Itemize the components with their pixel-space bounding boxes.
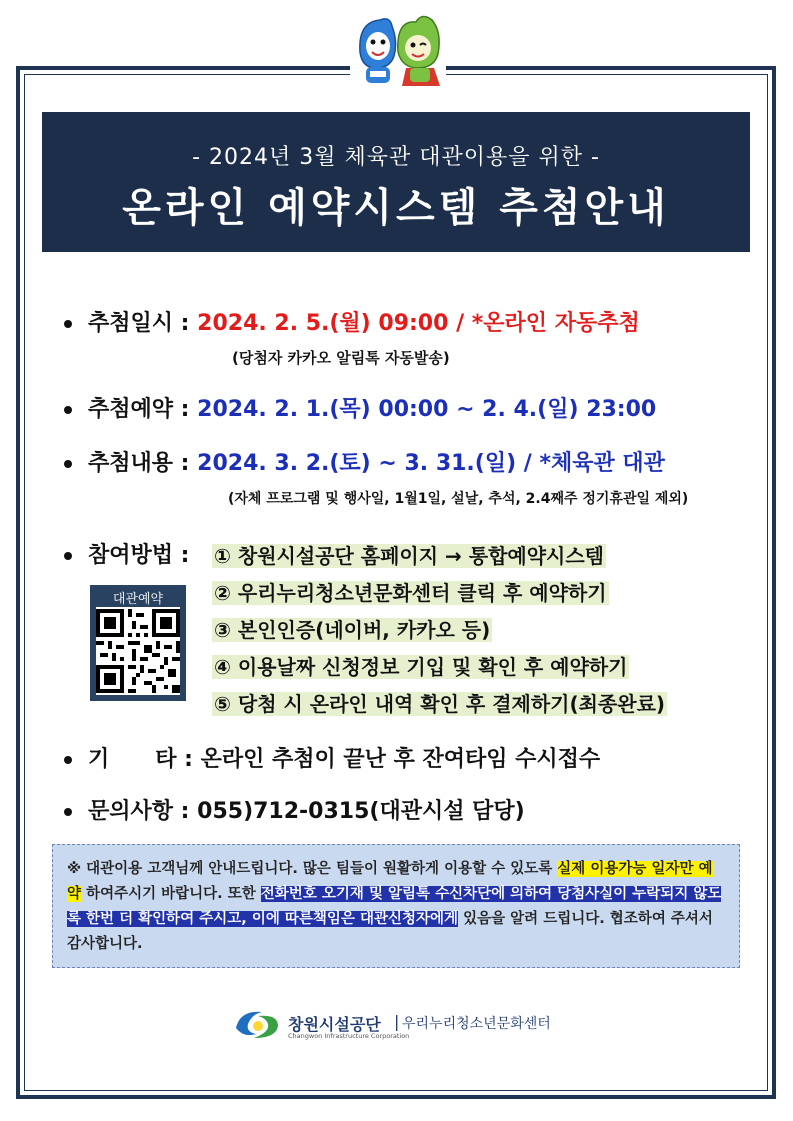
content-label: 추첨내용 : bbox=[88, 451, 190, 476]
content-row bbox=[64, 446, 665, 477]
banner-subtitle: - 2024년 3월 체육관 대관이용을 위한 - bbox=[192, 145, 600, 170]
method-step-4: ④ 이용날짜 신청정보 기입 및 확인 후 예약하기 bbox=[214, 655, 628, 679]
notice-box bbox=[52, 844, 740, 968]
footer-org-name: 창원시설공단 bbox=[288, 1015, 381, 1034]
qr-code-panel[interactable] bbox=[90, 585, 186, 701]
mascot-illustration bbox=[350, 12, 446, 90]
method-step-3: ③ 본인인증(네이버, 카카오 등) bbox=[214, 618, 491, 642]
notice-highlight-2: 전화번호 오기재 및 알림톡 수신차단에 의하여 당첨사실이 누락되지 않도록 한번 더 확인하여 주시고, 이에 따른책임은 대관신청자에게 bbox=[67, 886, 722, 927]
method-row bbox=[64, 538, 189, 569]
method-label: 참여방법 : bbox=[88, 543, 190, 568]
etc-label: 기 타 : bbox=[88, 747, 193, 772]
footer-logo bbox=[232, 1002, 572, 1048]
content-value: 2024. 3. 2.(토) ~ 3. 31.(일) / *체육관 대관 bbox=[197, 451, 665, 476]
bullet-icon bbox=[64, 808, 72, 816]
draw-date-label: 추첨일시 : bbox=[88, 311, 190, 336]
footer-center-name: 우리누리청소년문화센터 bbox=[402, 1016, 551, 1032]
qr-code-icon[interactable] bbox=[96, 607, 180, 695]
corporation-logo-icon bbox=[232, 1006, 282, 1042]
bullet-icon bbox=[64, 756, 72, 764]
footer-separator: | bbox=[394, 1012, 400, 1031]
notice-text-3: 있음을 알려 드립니다. 협조하여 주셔서 감사합니다. bbox=[67, 911, 713, 952]
etc-row bbox=[64, 742, 600, 773]
method-step-1: ① 창원시설공단 홈페이지 → 통합예약시스템 bbox=[214, 544, 604, 568]
reservation-label: 추첨예약 : bbox=[88, 397, 190, 422]
qr-label: 대관예약 bbox=[112, 592, 164, 607]
notice-highlight-1: 실제 이용가능 일자만 예약 bbox=[67, 861, 713, 902]
contact-label: 문의사항 : bbox=[88, 799, 190, 824]
etc-value: 온라인 추첨이 끝난 후 잔여타임 수시접수 bbox=[200, 747, 601, 772]
notice-text-1: ※ 대관이용 고객님께 안내드립니다. 많은 팀들이 원활하게 이용할 수 있도록 bbox=[67, 861, 558, 877]
bullet-icon bbox=[64, 406, 72, 414]
reservation-row bbox=[64, 392, 656, 423]
banner-title: 온라인 예약시스템 추첨안내 bbox=[122, 185, 670, 231]
draw-date-value: 2024. 2. 5.(월) 09:00 / *온라인 자동추첨 bbox=[197, 311, 640, 336]
method-step-5: ⑤ 당첨 시 온라인 내역 확인 후 결제하기(최종완료) bbox=[214, 692, 666, 716]
bullet-icon bbox=[64, 320, 72, 328]
bullet-icon bbox=[64, 552, 72, 560]
content-note: (자체 프로그램 및 행사일, 1월1일, 설날, 추석, 2.4째주 정기휴관일 제외) bbox=[228, 491, 689, 507]
reservation-value: 2024. 2. 1.(목) 00:00 ~ 2. 4.(일) 23:00 bbox=[197, 397, 657, 422]
draw-date-row bbox=[64, 306, 640, 337]
contact-row bbox=[64, 794, 525, 825]
title-banner bbox=[42, 112, 750, 252]
draw-date-note: (당첨자 카카오 알림톡 자동발송) bbox=[232, 349, 450, 367]
footer-org-english: Changwon Infrastructure Corporation bbox=[288, 1032, 410, 1040]
notice-text-2: 하여주시기 바랍니다. 또한 bbox=[81, 886, 261, 902]
bullet-icon bbox=[64, 460, 72, 468]
method-step-2: ② 우리누리청소년문화센터 클릭 후 예약하기 bbox=[214, 581, 607, 605]
contact-value: 055)712-0315(대관시설 담당) bbox=[197, 799, 525, 824]
